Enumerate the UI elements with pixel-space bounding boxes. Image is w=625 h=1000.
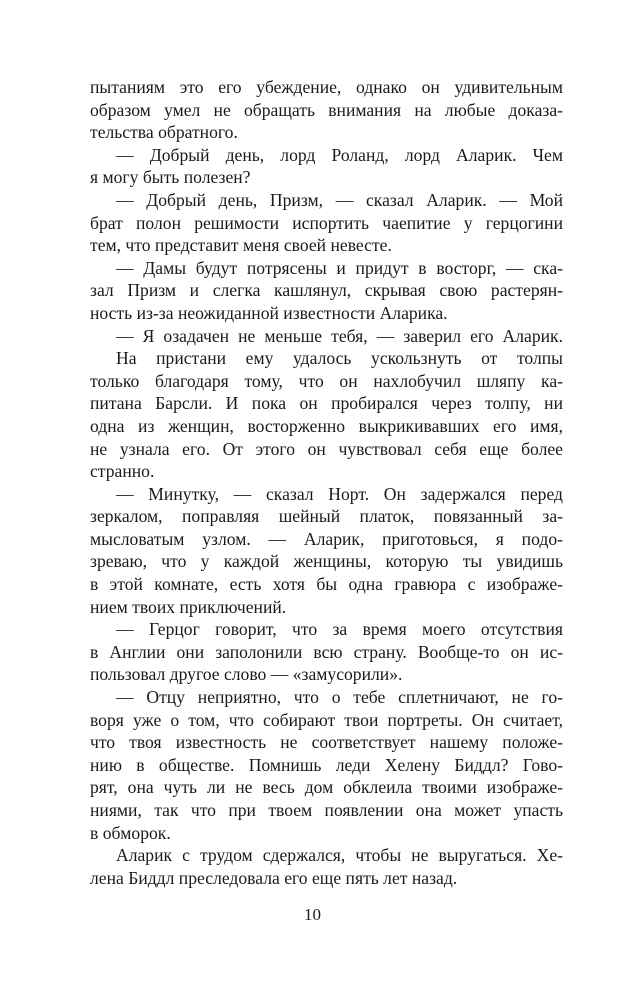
text-line: — Отцу неприятно, что о тебе сплетничают, не го- [116, 687, 563, 708]
text-line: тем, что представит меня своей невесте. [90, 235, 392, 256]
text-line: в этой комнате, есть хотя бы одна гравюра с изображе- [90, 574, 563, 595]
text-line: пытаниям это его убеждение, однако он удивительным [90, 77, 563, 97]
text-line: зеркалом, поправляя шейный платок, повязанный за- [90, 506, 563, 527]
text-line: лена Биддл преследовала его еще пять лет назад. [90, 867, 458, 888]
text-line: рят, она чуть ли не весь дом обклеила твоими изображе- [90, 777, 563, 798]
text-line: ниями, так что при твоем появлении она может упасть [90, 800, 563, 820]
text-line: зал Призм и слегка кашлянул, скрывая свою растерян- [90, 280, 563, 301]
text-line: странно. [90, 461, 155, 482]
text-line: нию в обществе. Помнишь леди Хелену Биддл? Гово- [90, 754, 563, 775]
text-line: мысловатым узлом. — Аларик, приготовься, я подо- [90, 528, 563, 549]
text-line: тельства обратного. [90, 122, 238, 143]
text-line: что твоя известность не соответствует нашему положе- [90, 732, 563, 753]
page-number: 10 [304, 905, 321, 924]
text-line: только благодаря тому, что он нахлобучил шляпу ка- [90, 370, 563, 391]
text-line: зреваю, что у каждой женщины, которую ты увидишь [90, 551, 563, 572]
text-line: — Добрый день, лорд Роланд, лорд Аларик. Чем [116, 144, 563, 165]
text-line: не узнала его. От этого он чувствовал себя еще более [90, 438, 563, 459]
text-line: ность из-за неожиданной известности Аларика. [90, 302, 448, 323]
body-text [90, 76, 563, 889]
text-line: я могу быть полезен? [90, 167, 251, 188]
text-line: брат полон решимости испортить чаепитие у герцогини [90, 212, 563, 233]
text-line: Аларик с трудом сдержался, чтобы не выругаться. Хе- [116, 845, 563, 866]
text-line: в Англии они заполонили всю страну. Вообще-то он ис- [90, 641, 563, 662]
text-line: одна из женщин, восторженно выкрикивавших его имя, [90, 415, 563, 436]
text-line: — Герцог говорит, что за время моего отсутствия [116, 619, 563, 640]
text-line: образом умел не обращать внимания на любые доказа- [90, 99, 563, 120]
text-line: пользовал другое слово — «замусорили». [90, 664, 403, 685]
text-line: воря уже о том, что собирают твои портреты. Он считает, [90, 709, 563, 730]
text-line: — Я озадачен не меньше тебя, — заверил его Аларик. [116, 325, 563, 346]
text-line: в обморок. [90, 822, 171, 843]
text-line: питана Барсли. И пока он пробирался через толпу, ни [90, 393, 563, 414]
text-line: — Дамы будут потрясены и придут в восторг, — ска- [116, 257, 563, 278]
text-line: — Минутку, — сказал Норт. Он задержался перед [116, 483, 563, 504]
text-line: — Добрый день, Призм, — сказал Аларик. — Мой [116, 189, 563, 210]
text-line: На пристани ему удалось ускользнуть от толпы [116, 348, 563, 369]
text-line: нием твоих приключений. [90, 596, 287, 617]
